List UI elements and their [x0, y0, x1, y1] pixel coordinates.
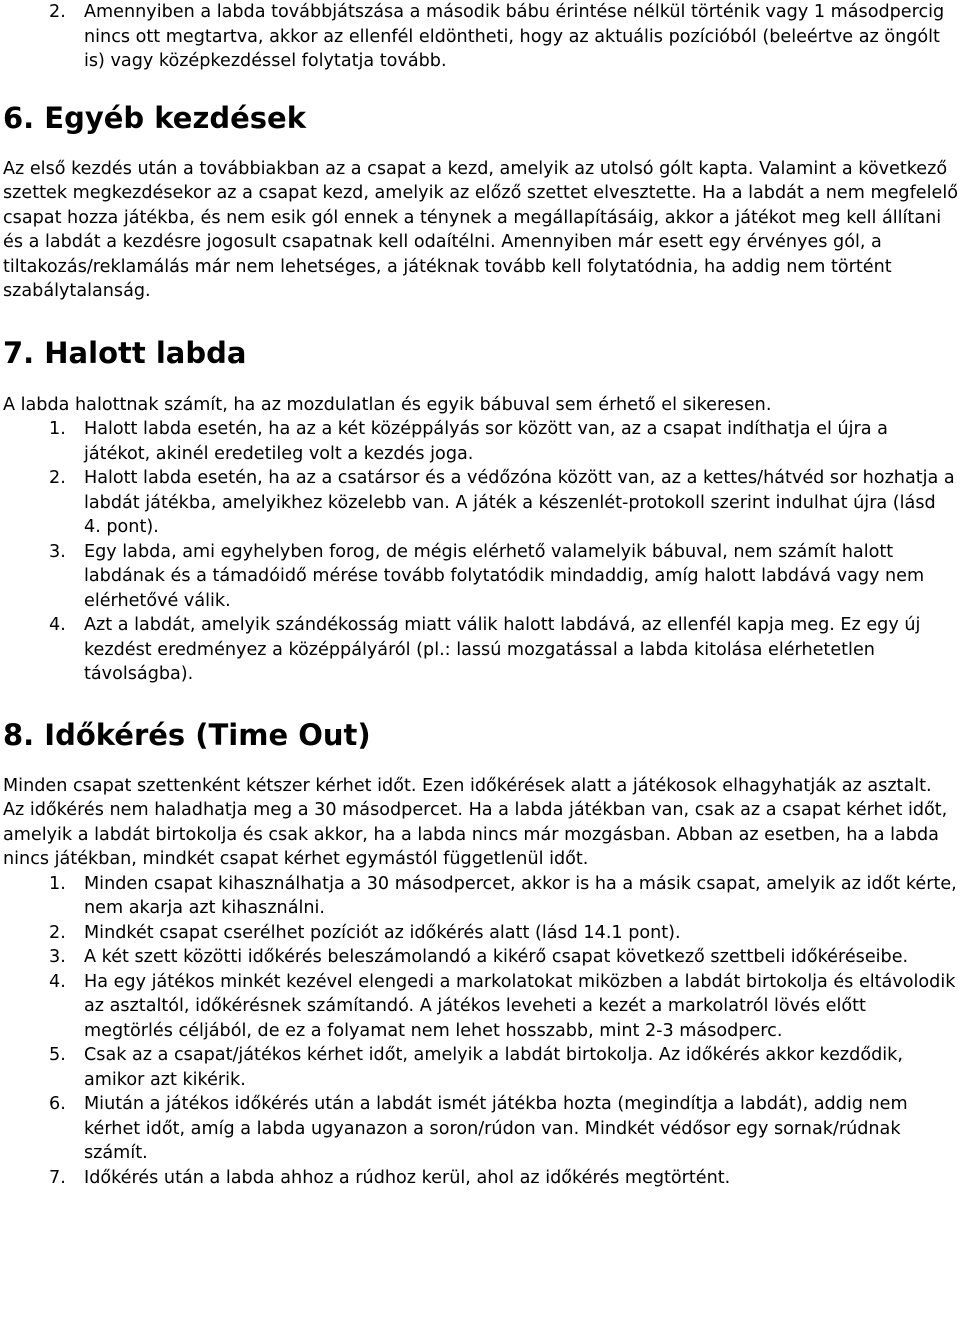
- list-item-text: Csak az a csapat/játékos kérhet időt, amelyik a labdát birtokolja. Az időkérés akkor kezdődik, amikor azt kikérik.: [84, 1045, 903, 1090]
- list-item-number: 4.: [49, 615, 66, 635]
- section-8-intro: Minden csapat szettenként kétszer kérhet időt. Ezen időkérések alatt a játékosok elhagyhatják az asztalt. Az időkérés nem haladhatja meg a 30 másodpercet. Ha a labda játékban van, csak az a csapat kérhet időt, amelyik a labdát birtokolja és csak akkor, ha a labda nincs már mozgásban. Abban az esetben, ha a labda nincs játékban, mindkét csapat kérhet egymástól függetlenül időt.: [3, 775, 948, 869]
- list-item: [0, 945, 960, 970]
- list-item-number: 2.: [49, 468, 66, 488]
- list-item: [0, 466, 960, 540]
- section-heading-7: 7. Halott labda: [3, 335, 247, 370]
- list-item: [0, 613, 960, 687]
- list-item: [0, 0, 960, 74]
- list-item-number: 7.: [49, 1167, 66, 1188]
- list-item-number: 2.: [49, 2, 66, 22]
- section-7-intro: A labda halottnak számít, ha az mozdulatlan és egyik bábuval sem érhető el sikeresen.: [3, 394, 772, 415]
- list-item-number: 4.: [49, 971, 66, 992]
- list-item-text: Időkérés után a labda ahhoz a rúdhoz kerül, ahol az időkérés megtörtént.: [84, 1167, 731, 1188]
- list-item-number: 1.: [49, 419, 66, 439]
- list-item: [0, 1043, 960, 1092]
- list-item: [0, 970, 960, 1044]
- list-item-text: Minden csapat kihasználhatja a 30 másodpercet, akkor is ha a másik csapat, amelyik az időt kérte, nem akarja azt kihasználni.: [84, 873, 957, 918]
- list-item-number: 3.: [49, 541, 66, 562]
- list-item: [0, 921, 960, 946]
- list-item: [0, 417, 960, 466]
- list-item-number: 1.: [49, 873, 66, 894]
- section-8-list: [0, 872, 960, 1191]
- list-item-text: Amennyiben a labda továbbjátszása a második bábu érintése nélkül történik vagy 1 másodpercig nincs ott megtartva, akkor az ellenfél eldöntheti, hogy az aktuális pozícióból (beleértve az öngólt is) vagy középkezdéssel folytatja tovább.: [84, 2, 945, 71]
- section-heading-6: 6. Egyéb kezdések: [3, 100, 306, 135]
- list-item-text: Miután a játékos időkérés után a labdát ismét játékba hozta (megindítja a labdát), addig nem kérhet időt, amíg a labda ugyanazon a soron/rúdon van. Mindkét védősor egy sornak/rúdnak számít.: [84, 1094, 908, 1163]
- list-item-number: 2.: [49, 922, 66, 943]
- list-item-number: 3.: [49, 947, 66, 967]
- section-heading-8: 8. Időkérés (Time Out): [3, 717, 371, 752]
- list-item-number: 5.: [49, 1045, 66, 1065]
- list-item-text: Halott labda esetén, ha az a két középpályás sor között van, az a csapat indíthatja el újra a játékot, akinél eredetileg volt a kezdés joga.: [84, 419, 888, 464]
- list-item-text: Ha egy játékos minkét kezével elengedi a markolatokat miközben a labdát birtokolja és eltávolodik az asztaltól, időkérésnek számítandó. A játékos leveheti a kezét a markolatról lövés előtt megtörlés céljából, de ez a folyamat nem lehet hosszabb, mint 2-3 másodperc.: [84, 971, 956, 1041]
- list-item-text: Egy labda, ami egyhelyben forog, de mégis elérhető valamelyik bábuval, nem számít halott labdának és a támadóidő mérése tovább folytatódik mindaddig, amíg halott labdává vagy nem elérhetővé válik.: [84, 541, 925, 611]
- list-item: [0, 1166, 960, 1191]
- section-7-list: [0, 417, 960, 687]
- list-item-text: A két szett közötti időkérés beleszámolandó a kikérő csapat következő szettbeli időkéréseibe.: [84, 947, 909, 967]
- list-item-number: 6.: [49, 1094, 66, 1114]
- list-item: [0, 1092, 960, 1166]
- list-item: [0, 872, 960, 921]
- list-item-text: Halott labda esetén, ha az a csatársor és a védőzóna között van, az a kettes/hátvéd sor hozhatja a labdát játékba, amelyikhez közelebb van. A játék a készenlét-protokoll szerint indulhat újra (lásd 4. pont).: [84, 468, 955, 537]
- list-item: [0, 540, 960, 614]
- section-6-paragraph: Az első kezdés után a továbbiakban az a csapat a kezd, amelyik az utolsó gólt kapta. Valamint a következő szettek megkezdésekor az a csapat kezd, amelyik az előző szettet elvesztette. Ha a labdát a nem megfelelő csapat hozza játékba, és nem esik gól ennek a ténynek a megállapításáig, akkor a játékot meg kell állítani és a labdát a kezdésre jogosult csapatnak kell odaítélni. Amennyiben már esett egy érvényes gól, a tiltakozás/reklamálás már nem lehetséges, a játéknak tovább kell folytatódnia, ha addig nem történt szabálytalanság.: [3, 158, 958, 301]
- list-item-text: Mindkét csapat cserélhet pozíciót az időkérés alatt (lásd 14.1 pont).: [84, 922, 681, 943]
- list-item-text: Azt a labdát, amelyik szándékosság miatt válik halott labdává, az ellenfél kapja meg. Ez egy új kezdést eredményez a középpályáról (pl.: lassú mozgatással a labda kitolása elérhetetlen távolságba).: [84, 615, 921, 684]
